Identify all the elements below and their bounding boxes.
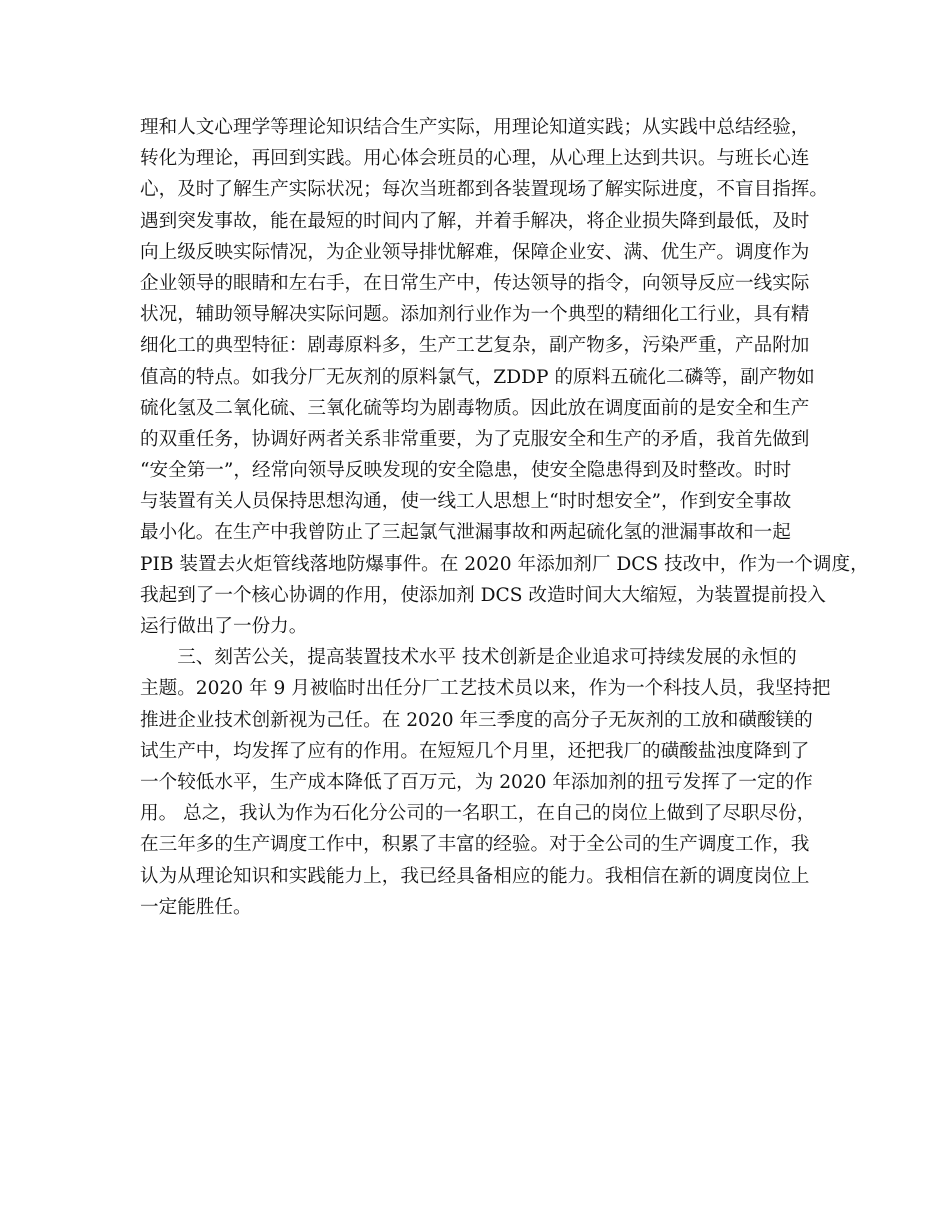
text-line-17: 运行做出了一份力。 <box>140 616 308 637</box>
text-line-21: 试生产中，均发挥了应有的作用。在短短几个月里，还把我厂的磺酸盐浊度降到了 <box>140 740 810 762</box>
text-line-25: 认为从理论知识和实践能力上，我已经具备相应的能力。我相信在新的调度岗位上 <box>140 865 810 887</box>
text-line-3: 心，及时了解生产实际状况；每次当班都到各装置现场了解实际进度，不盲目指挥。 <box>140 179 828 201</box>
text-line-26: 一定能胜任。 <box>140 896 252 918</box>
text-line-24: 在三年多的生产调度工作中，积累了丰富的经验。对于全公司的生产调度工作，我 <box>140 834 810 856</box>
text-line-2: 转化为理论，再回到实践。用心体会班员的心理，从心理上达到共识。与班长心连 <box>140 148 810 170</box>
text-line-13: 与装置有关人员保持思想沟通，使一线工人思想上“时时想安全”，作到安全事故 <box>140 491 792 513</box>
text-line-11: 的双重任务，协调好两者关系非常重要，为了克服安全和生产的矛盾，我首先做到 <box>140 428 810 450</box>
text-line-7: 状况，辅助领导解决实际问题。添加剂行业作为一个典型的精细化工行业，具有精 <box>140 304 810 326</box>
text-line-16: 我起到了一个核心协调的作用，使添加剂 DCS 改造时间大大缩短，为装置提前投入 <box>140 584 826 606</box>
text-line-14: 最小化。在生产中我曾防止了三起氯气泄漏事故和两起硫化氢的泄漏事故和一起 <box>140 522 791 544</box>
text-line-23: 用。 总之，我认为作为石化分公司的一名职工，在自己的岗位上做到了尽职尽份， <box>140 803 816 825</box>
text-line-20: 推进企业技术创新视为己任。在 2020 年三季度的高分子无灰剂的工放和磺酸镁的 <box>140 709 813 731</box>
text-line-4: 遇到突发事故，能在最短的时间内了解，并着手解决，将企业损失降到最低，及时 <box>140 210 810 232</box>
text-line-1: 理和人文心理学等理论知识结合生产实际，用理论知道实践；从实践中总结经验， <box>140 117 810 138</box>
text-line-12: “安全第一”，经常向领导反映发现的安全隐患，使安全隐患得到及时整改。时时 <box>140 460 792 482</box>
text-line-9: 值高的特点。如我分厂无灰剂的原料氯气，ZDDP 的原料五硫化二磷等，副产物如 <box>140 366 815 388</box>
text-line-5: 向上级反映实际情况，为企业领导排忧解难，保障企业安、满、优生产。调度作为 <box>140 241 810 263</box>
body-text <box>140 112 869 923</box>
text-line-6: 企业领导的眼睛和左右手，在日常生产中，传达领导的指令，向领导反应一线实际 <box>140 272 810 294</box>
text-line-10: 硫化氢及二氧化硫、三氧化硫等均为剧毒物质。因此放在调度面前的是安全和生产 <box>140 397 810 419</box>
text-line-18: 三、刻苦公关，提高装置技术水平 技术创新是企业追求可持续发展的永恒的 <box>140 647 797 669</box>
text-line-15: PIB 装置去火炬管线落地防爆事件。在 2020 年添加剂厂 DCS 技改中，作为一个调度， <box>140 553 869 575</box>
text-line-22: 一个较低水平，生产成本降低了百万元，为 2020 年添加剂的扭亏发挥了一定的作 <box>140 771 813 793</box>
text-line-19: 主题。2020 年 9 月被临时出任分厂工艺技术员以来，作为一个科技人员，我坚持把 <box>140 678 831 700</box>
text-line-8: 细化工的典型特征：剧毒原料多，生产工艺复杂，副产物多，污染严重，产品附加 <box>140 335 810 357</box>
